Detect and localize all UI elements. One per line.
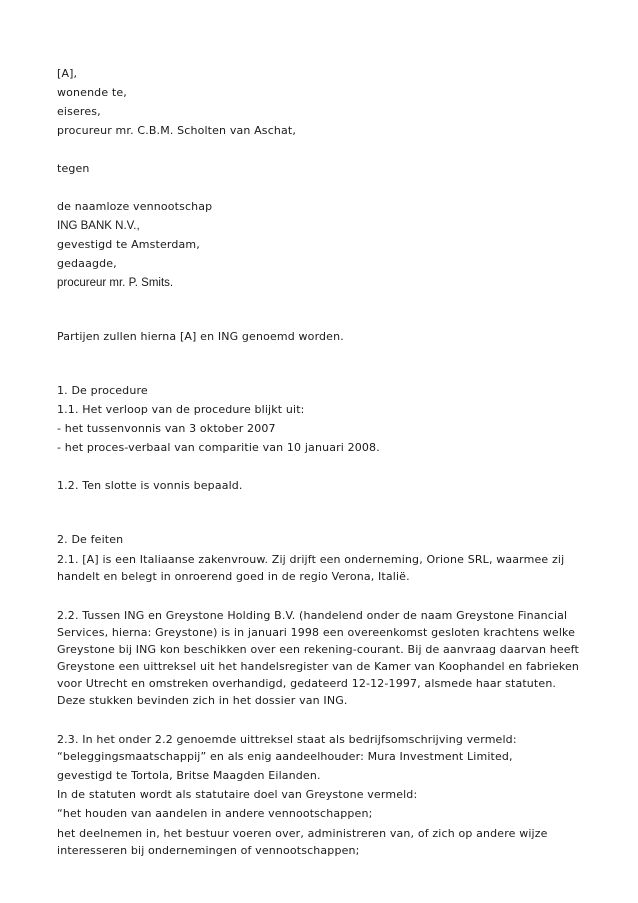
procedure-heading: 1. De procedure bbox=[57, 384, 148, 397]
procedure-item-1: - het tussenvonnis van 3 oktober 2007 bbox=[57, 422, 276, 435]
facts-2-2: 2.2. Tussen ING en Greystone Holding B.V. (handelend onder de naam Greystone Financial Services, hierna: Greystone) is in januari 1998 een overeenkomst gesloten krachtens welke Greystone bij ING kon beschikken over een rekening-courant. Bij de aanvraag daarvan heeft Greystone een uittreksel uit het handelsregister van de Kamer van Koophandel en fabrieken voor Utrecht en omstreken overhandigd, gedateerd 12-12-1997, alsmede haar statuten. Deze stukken bevinden zich in het dossier van ING. bbox=[57, 609, 580, 707]
plaintiff-role: eiseres, bbox=[57, 105, 101, 118]
plaintiff-attorney: procureur mr. C.B.M. Scholten van Aschat, bbox=[57, 124, 297, 137]
defendant-seat: gevestigd te Amsterdam, bbox=[57, 238, 200, 251]
defendant-role: gedaagde, bbox=[57, 257, 117, 270]
defendant-attorney: procureur mr. P. Smits. bbox=[57, 277, 174, 289]
plaintiff-name: [A], bbox=[57, 67, 78, 80]
procedure-item-2: - het proces-verbaal van comparitie van 10 januari 2008. bbox=[57, 441, 380, 454]
plaintiff-residence: wonende te, bbox=[57, 86, 127, 99]
facts-heading: 2. De feiten bbox=[57, 533, 124, 546]
parties-designation: Partijen zullen hierna [A] en ING genoemd worden. bbox=[57, 330, 344, 343]
facts-2-3-purpose-intro: In de statuten wordt als statutaire doel van Greystone vermeld: bbox=[57, 788, 418, 801]
defendant-name: ING BANK N.V., bbox=[57, 220, 140, 232]
facts-2-3-seat: gevestigd te Tortola, Britse Maagden Eilanden. bbox=[57, 769, 321, 782]
facts-2-3-quote-1: “het houden van aandelen in andere vennootschappen; bbox=[57, 807, 373, 820]
defendant-type: de naamloze vennootschap bbox=[57, 200, 213, 213]
versus-label: tegen bbox=[57, 162, 90, 175]
procedure-1-2: 1.2. Ten slotte is vonnis bepaald. bbox=[57, 479, 243, 492]
document-page bbox=[57, 66, 587, 862]
facts-2-1: 2.1. [A] is een Italiaanse zakenvrouw. Zij drijft een onderneming, Orione SRL, waarmee zij handelt en belegt in onroerend goed in de regio Verona, Italië. bbox=[57, 553, 565, 583]
facts-2-3-quote-2: het deelnemen in, het bestuur voeren over, administreren van, of zich op andere wijze interesseren bij ondernemingen of vennootschappen; bbox=[57, 827, 548, 857]
facts-2-3-intro: 2.3. In het onder 2.2 genoemde uittreksel staat als bedrijfsomschrijving vermeld: “beleggingsmaatschappij” en als enig aandeelhouder: Mura Investment Limited, bbox=[57, 733, 517, 763]
procedure-1-1: 1.1. Het verloop van de procedure blijkt uit: bbox=[57, 403, 305, 416]
